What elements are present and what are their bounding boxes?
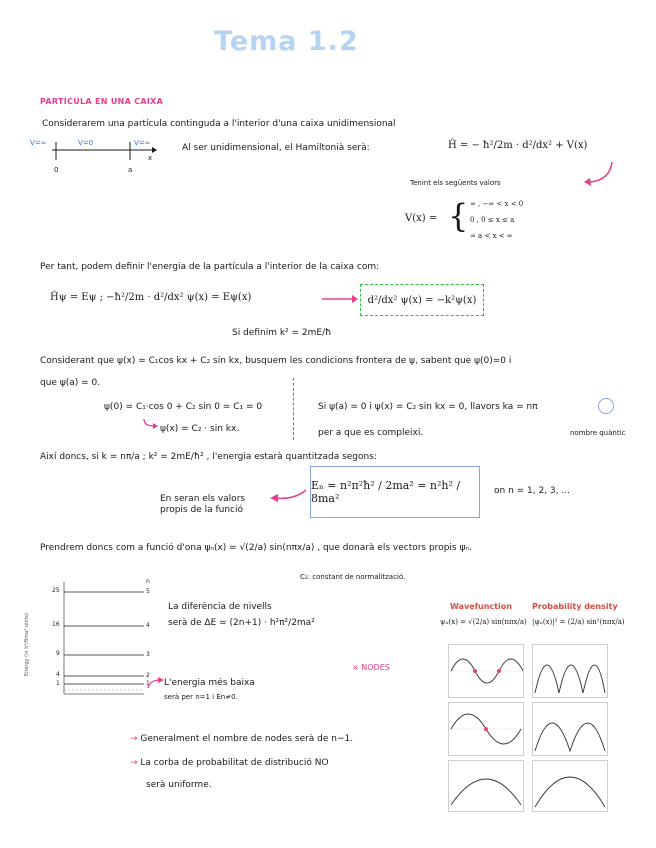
v-left-label: V=∞ (30, 139, 47, 147)
level-diff-line-2: serà de ΔE = (2n+1) · h²π²/2ma² (168, 618, 315, 628)
energy-n-values: on n = 1, 2, 3, ... (494, 486, 570, 496)
quantization-line: Així doncs, si k = nπ/a ; k² = 2mE/ħ² , l'energia estarà quantitzada segons: (40, 452, 377, 462)
energy-intro-line: Per tant, podem definir l'energia de la partícula a l'interior de la caixa com: (40, 262, 380, 272)
arrow-icon (146, 676, 166, 692)
arrow-icon (560, 160, 620, 190)
x-axis-label: x (148, 154, 153, 162)
intro-line: Considerarem una partícula continguda a l'interior d'una caixa unidimensional (42, 119, 396, 129)
potential-row-1: ∞ , −∞ < x < 0 (470, 200, 524, 208)
arrow-right-icon (320, 292, 360, 306)
hamiltonian-equation: Ĥ = − ħ²/2m · d²/dx² + V(x) (448, 140, 588, 151)
nodes-label (352, 662, 390, 673)
tick-4: 4 (56, 671, 60, 678)
wave-n2-svg (449, 703, 523, 755)
wave-panel-n3 (448, 644, 524, 698)
tick-9: 9 (56, 650, 60, 657)
arrow-icon (142, 418, 160, 432)
bc-left-2: ψ(x) = C₂ · sin kx. (160, 424, 240, 434)
box-diagram (30, 136, 160, 178)
nodes-text: × NODES (352, 663, 390, 672)
bc-right-1: Si ψ(a) = 0 i ψ(x) = C₂ sin kx = 0, llavors ka = nπ (318, 402, 538, 412)
n5-label: 5 (146, 588, 150, 595)
prob-n1-svg (533, 761, 607, 811)
bc-left-1: ψ(0) = C₁·cos 0 + C₂ sin 0 = C₁ = 0 (104, 402, 263, 412)
prob-panel-n1 (532, 760, 608, 812)
bullet-2 (130, 758, 329, 769)
tick-25: 25 (52, 587, 60, 594)
v-mid-label: V=0 (78, 139, 94, 147)
prob-n3-svg (533, 645, 607, 697)
boxed-differential-equation (360, 284, 484, 316)
boxed-equation-text: d²/dx² ψ(x) = −k²ψ(x) (367, 294, 477, 306)
energy-axis-label: Energy (in h²/8ma² units) (24, 612, 30, 676)
k-definition: Si definim k² = 2mE/ħ (232, 328, 332, 338)
bullet-arrow-icon: → (130, 734, 141, 744)
page-title: Tema 1.2 (214, 26, 359, 57)
normalization-note: C₂: constant de normalització. (300, 573, 406, 581)
prob-panel-n2 (532, 702, 608, 756)
wavefunction-line: Prendrem doncs com a funció d'ona ψₙ(x) = √(2/a) sin(nπx/a) , que donarà els vectors propis ψₙ. (40, 543, 472, 553)
wave-n3-svg (449, 645, 523, 697)
probability-title: Probability density (532, 602, 618, 611)
bullet-2-text: La corba de probabilitat de distribució NO (140, 758, 329, 768)
n1-label: 1 (146, 680, 150, 687)
wavefunction-title: Wavefunction (450, 602, 512, 611)
boundary-line-2: que ψ(a) = 0. (40, 378, 101, 388)
potential-row-2: 0 , 0 ≤ x ≤ a (470, 216, 515, 224)
wave-panel-n2 (448, 702, 524, 756)
arrow-left-icon (266, 486, 310, 506)
bc-right-2: per a que es compleixi. (318, 428, 424, 438)
prob-panel-n3 (532, 644, 608, 698)
schrodinger-equation: Ĥψ = Eψ ; −ħ²/2m · d²/dx² ψ(x) = Eψ(x) (50, 292, 252, 303)
lowest-energy-2: serà per n=1 i En≠0. (164, 693, 238, 701)
energy-equation: Eₙ = n²π²ħ² / 2ma² = n²h² / 8ma² (311, 479, 461, 505)
level-diff-line-1: La diferència de nivells (168, 602, 272, 612)
v-right-label: V=∞ (134, 139, 151, 147)
tick-1: 1 (56, 680, 60, 687)
potential-label: V(x) = (405, 213, 438, 224)
n2-label: 2 (146, 672, 150, 679)
hamiltonian-text: Al ser unidimensional, el Hamiltonià serà: (182, 143, 370, 153)
wave-n1-svg (449, 761, 523, 811)
tick-16: 16 (52, 621, 60, 628)
circle-highlight-icon (598, 398, 614, 414)
x0-label: 0 (54, 166, 59, 174)
bullet-arrow-icon: → (130, 758, 141, 768)
n3-label: 3 (146, 651, 150, 658)
lowest-energy-1: L'energia més baixa (164, 678, 255, 688)
boundary-line: Considerant que ψ(x) = C₁cos kx + C₂ sin kx, busquem les condicions frontera de ψ, sabent que ψ(0)=0 i (40, 356, 512, 366)
bullet-1-text: Generalment el nombre de nodes serà de n−1. (140, 734, 354, 744)
brace-icon: { (448, 197, 469, 235)
prob-formula: |ψₙ(x)|² = (2/a) sin²(nπx/a) (532, 618, 625, 626)
eigenvalue-note: En seran els valors propis de la funció (160, 494, 246, 515)
potential-note: Tenint els següents valors (410, 179, 501, 187)
bullet-1 (130, 734, 353, 745)
quantum-number-note: nombre quàntic (570, 429, 626, 437)
bullet-2-continued: serà uniforme. (146, 780, 212, 790)
wave-panel-n1 (448, 760, 524, 812)
prob-n2-svg (533, 703, 607, 755)
xa-label: a (128, 166, 133, 174)
energy-equation-box (310, 466, 480, 518)
n4-label: 4 (146, 622, 150, 629)
energy-level-chart (24, 578, 160, 698)
section-heading: PARTÍCULA EN UNA CAIXA (40, 97, 164, 106)
wave-formula: ψₙ(x) = √(2/a) sin(nπx/a) (440, 618, 527, 626)
n-label: n (146, 578, 150, 585)
divider (293, 378, 294, 440)
potential-row-3: ∞ a < x < ∞ (470, 232, 513, 240)
